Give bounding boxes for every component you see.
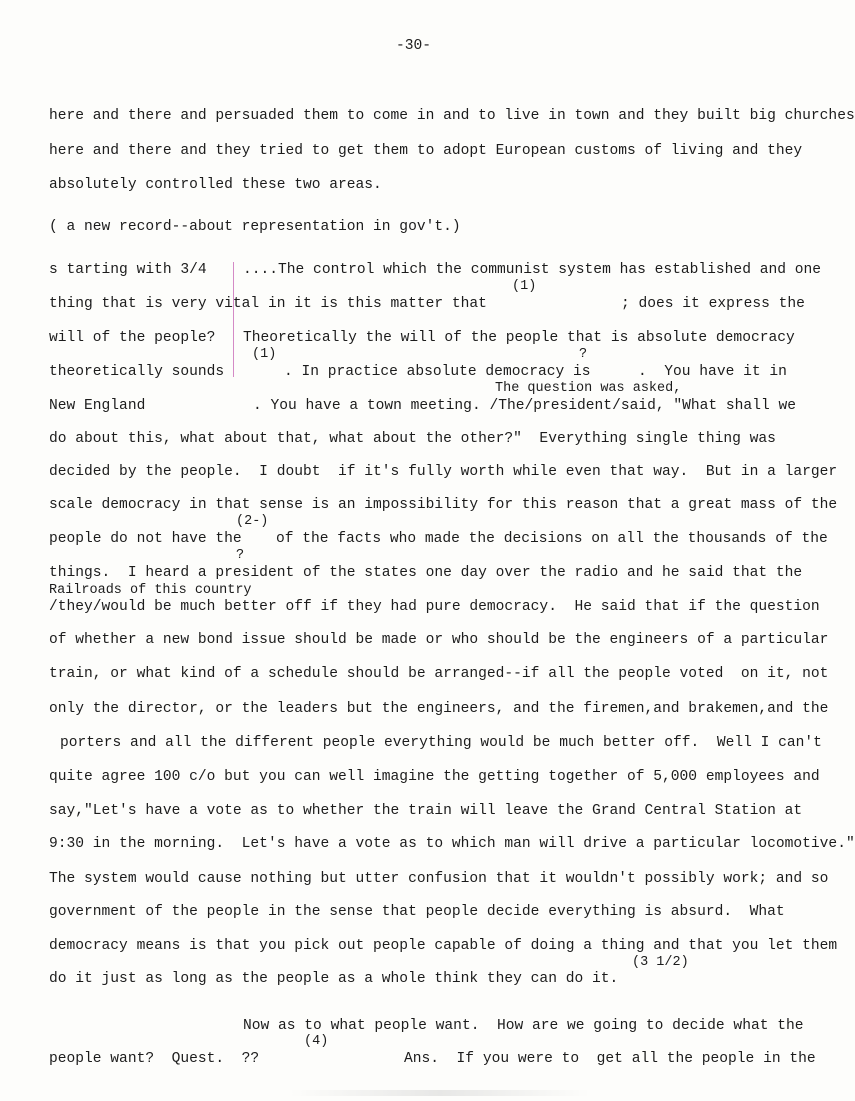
text-line: /they/would be much better off if they had pure democracy. He said that if the question [49,599,820,615]
text-line: absolutely controlled these two areas. [49,177,382,193]
text-line: New England [49,398,146,414]
text-line: Theoretically the will of the people that is absolute democracy [243,330,795,346]
text-line: scale democracy in that sense is an impossibility for this reason that a great mass of the [49,497,838,513]
text-line: only the director, or the leaders but the engineers, and the firemen,and brakemen,and the [49,701,829,717]
text-line: theoretically sounds [49,364,225,380]
text-line: Ans. If you were to get all the people in the [404,1051,816,1067]
text-line: democracy means is that you pick out people capable of doing a thing and that you let them [49,938,838,954]
text-line: porters and all the different people everything would be much better off. Well I can't [60,735,822,751]
gap-marker: ? [236,548,245,563]
text-line: thing that is very vital in it is this matter that [49,296,487,312]
text-line: ....The control which the communist system has established and one [243,262,822,278]
text-line: The system would cause nothing but utter confusion that it wouldn't possibly work; and so [49,871,829,887]
text-line: here and there and persuaded them to come in and to live in town and they built big churches [49,108,855,124]
text-line: of whether a new bond issue should be made or who should be the engineers of a particular [49,632,829,648]
text-line: Now as to what people want. How are we going to decide what the [243,1018,804,1034]
text-line: ; does it express the [621,296,805,312]
text-line: decided by the people. I doubt if it's fully worth while even that way. But in a larger [49,464,838,480]
text-line: do it just as long as the people as a whole think they can do it. [49,971,619,987]
text-line: people want? Quest. ?? [49,1051,260,1067]
text-line: government of the people in the sense that people decide everything is absurd. What [49,904,785,920]
interlinear-insert: Railroads of this country [49,583,252,598]
gap-marker: (2-) [236,514,269,529]
text-line: quite agree 100 c/o but you can well imagine the getting together of 5,000 employees and [49,769,820,785]
text-line: here and there and they tried to get them to adopt European customs of living and they [49,143,803,159]
text-line: things. I heard a president of the states one day over the radio and he said that the [49,565,803,581]
text-line: train, or what kind of a schedule should be arranged--if all the people voted on it, not [49,666,829,682]
text-line: . You have it in [638,364,787,380]
text-line: do about this, what about that, what about the other?" Everything single thing was [49,431,776,447]
text-line: people do not have the [49,531,242,547]
gap-marker: ? [579,347,588,362]
record-note: ( a new record--about representation in gov't.) [49,219,461,235]
gap-marker: (1) [512,279,537,294]
interlinear-insert: The question was asked, [495,381,682,396]
text-line: . You have a town meeting. /The/president/said, "What shall we [253,398,796,414]
text-line: . In practice absolute democracy is [284,364,591,380]
page-number: -30- [396,38,432,54]
text-line: will of the people? [49,330,216,346]
gap-marker: (1) [252,347,277,362]
text-line: 9:30 in the morning. Let's have a vote as to which man will drive a particular locomotive." [49,836,855,852]
text-line: of the facts who made the decisions on all the thousands of the [276,531,828,547]
gap-marker: (4) [304,1034,329,1049]
scan-smudge [290,1090,590,1096]
gap-marker: (3 1/2) [632,955,689,970]
margin-rule [233,262,234,377]
text-line: say,"Let's have a vote as to whether the train will leave the Grand Central Station at [49,803,803,819]
margin-note: s tarting with 3/4 [49,262,207,278]
